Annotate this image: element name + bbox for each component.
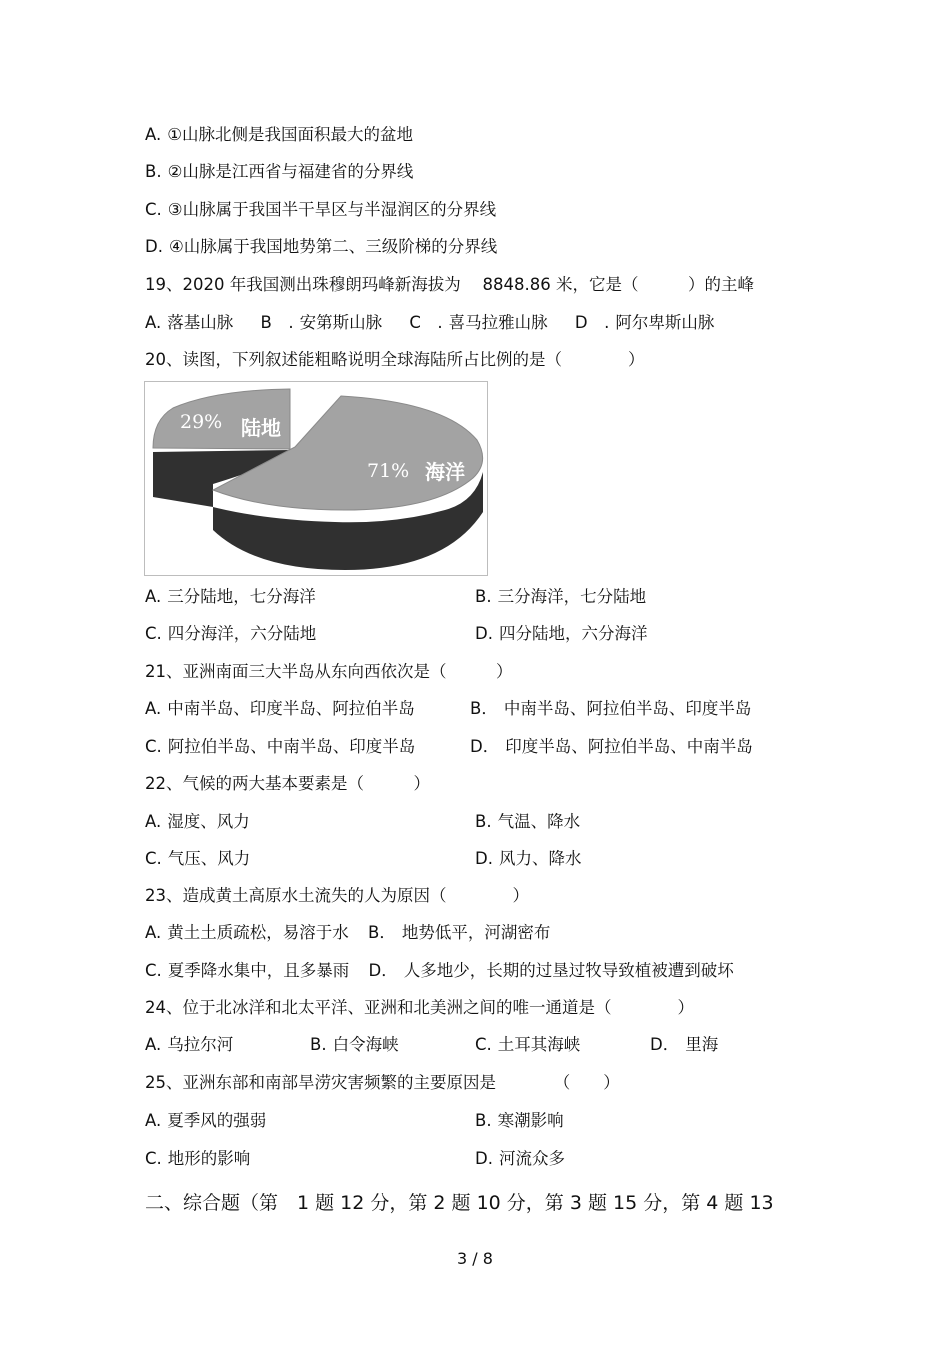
q22-stem: 22、气候的两大基本要素是（ ） xyxy=(145,774,430,793)
q22-option-a: A. 湿度、风力 xyxy=(145,812,250,831)
q18-option-a: A. ①山脉北侧是我国面积最大的盆地 xyxy=(145,125,414,144)
section-2-heading: 二、综合题（第 1 题 12 分，第 2 题 10 分，第 3 题 15 分，第 4 题 13 xyxy=(145,1192,774,1214)
q25-option-b: B. 寒潮影响 xyxy=(475,1111,564,1130)
q20-stem: 20、读图，下列叙述能粗略说明全球海陆所占比例的是（ ） xyxy=(145,350,645,369)
ocean-category-label: 海洋 xyxy=(425,460,465,484)
q21-option-a: A. 中南半岛、印度半岛、阿拉伯半岛 xyxy=(145,699,415,718)
page-number: 3 / 8 xyxy=(457,1249,493,1268)
q24-option-c: C. 土耳其海峡 xyxy=(475,1035,581,1054)
q18-option-d: D. ④山脉属于我国地势第二、三级阶梯的分界线 xyxy=(145,237,498,256)
q22-option-c: C. 气压、风力 xyxy=(145,849,251,868)
q24-option-d: D． 里海 xyxy=(650,1035,719,1054)
q19-options: A. 落基山脉 B . 安第斯山脉 C . 喜马拉雅山脉 D . 阿尔卑斯山脉 xyxy=(145,313,715,332)
q20-option-b: B. 三分海洋，七分陆地 xyxy=(475,587,647,606)
q21-option-b: B． 中南半岛、阿拉伯半岛、印度半岛 xyxy=(470,699,752,718)
q24-stem: 24、位于北冰洋和北太平洋、亚洲和北美洲之间的唯一通道是（ ） xyxy=(145,998,694,1017)
q20-option-d: D. 四分陆地，六分海洋 xyxy=(475,624,648,643)
land-percent-label: 29% xyxy=(180,411,223,433)
q24-option-b: B. 白令海峡 xyxy=(310,1035,399,1054)
q22-option-b: B. 气温、降水 xyxy=(475,812,581,831)
q25-stem: 25、亚洲东部和南部旱涝灾害频繁的主要原因是 （ ） xyxy=(145,1073,620,1092)
q18-option-c: C. ③山脉属于我国半干旱区与半湿润区的分界线 xyxy=(145,200,497,219)
q23-options-ab: A. 黄土土质疏松，易溶于水 B． 地势低平，河湖密布 xyxy=(145,923,551,942)
q22-option-d: D. 风力、降水 xyxy=(475,849,582,868)
q20-option-c: C. 四分海洋，六分陆地 xyxy=(145,624,317,643)
land-sea-pie-chart xyxy=(144,381,488,576)
q20-option-a: A. 三分陆地，七分海洋 xyxy=(145,587,316,606)
pie-chart-svg xyxy=(145,382,487,575)
q25-option-a: A. 夏季风的强弱 xyxy=(145,1111,267,1130)
q21-option-c: C. 阿拉伯半岛、中南半岛、印度半岛 xyxy=(145,737,416,756)
q23-options-cd: C. 夏季降水集中，且多暴雨 D． 人多地少，长期的过垦过牧导致植被遭到破坏 xyxy=(145,961,734,980)
q19-stem: 19、2020 年我国测出珠穆朗玛峰新海拔为 8848.86 米，它是（ ）的主峰 xyxy=(145,275,754,294)
q23-stem: 23、造成黄土高原水土流失的人为原因（ ） xyxy=(145,886,529,905)
q24-option-a: A. 乌拉尔河 xyxy=(145,1035,234,1054)
q21-option-d: D． 印度半岛、阿拉伯半岛、中南半岛 xyxy=(470,737,753,756)
land-category-label: 陆地 xyxy=(241,416,281,440)
q21-stem: 21、亚洲南面三大半岛从东向西依次是（ ） xyxy=(145,662,513,681)
ocean-percent-label: 71% xyxy=(367,460,410,482)
q18-option-b: B. ②山脉是江西省与福建省的分界线 xyxy=(145,162,414,181)
q25-option-c: C. 地形的影响 xyxy=(145,1149,251,1168)
q25-option-d: D. 河流众多 xyxy=(475,1149,565,1168)
